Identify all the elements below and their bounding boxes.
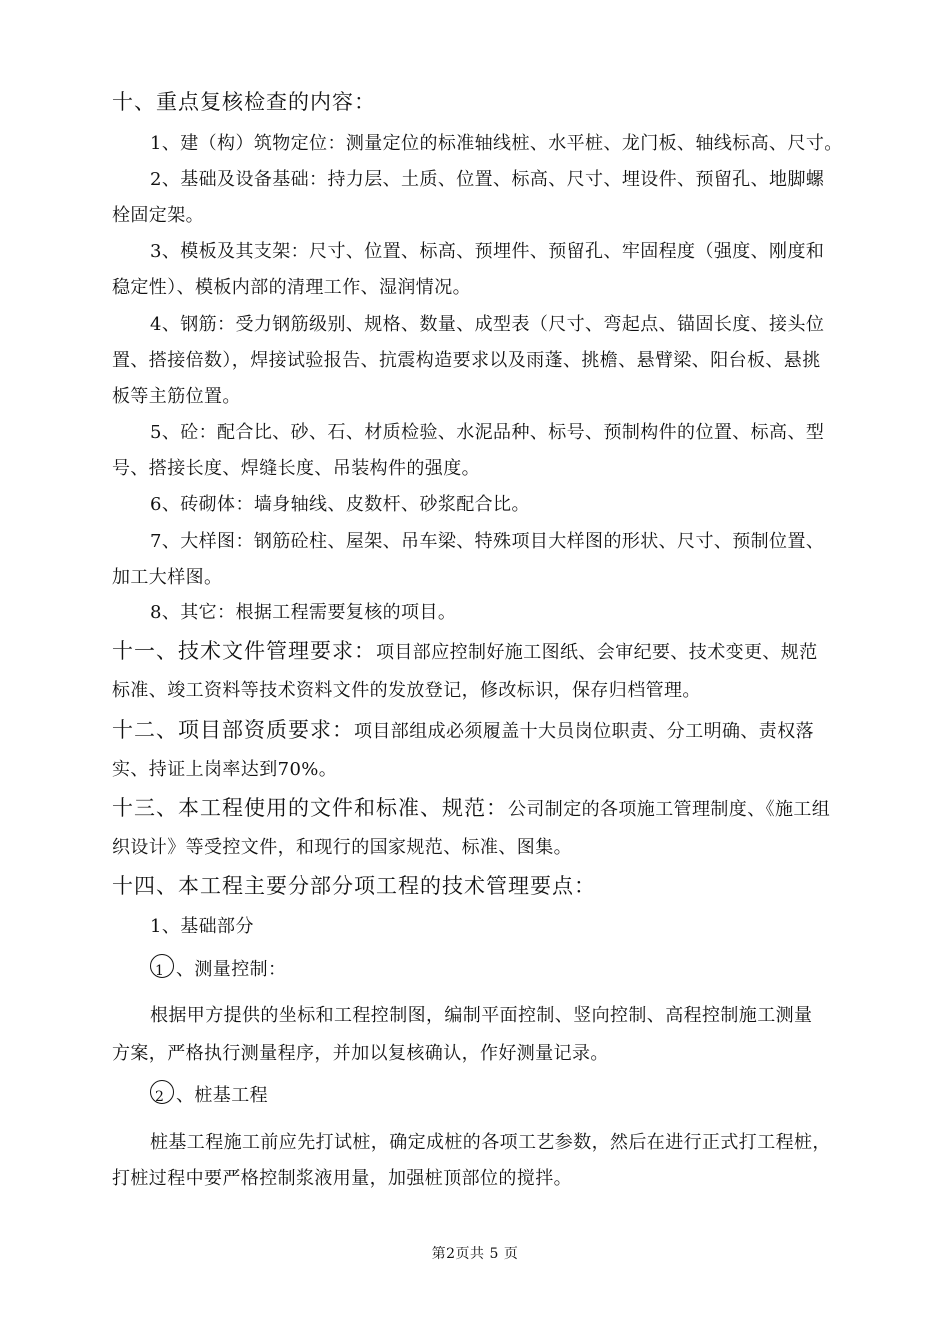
- paragraph-line: 栓固定架。: [112, 205, 204, 226]
- section-11-line: [112, 638, 848, 666]
- section-14-heading: 十四、本工程主要分部分项工程的技术管理要点：: [112, 874, 596, 898]
- paragraph-line: 8、其它：根据工程需要复核的项目。: [150, 602, 457, 623]
- paragraph-line: 加工大样图。: [112, 567, 223, 588]
- circled-number-icon: 2: [150, 1080, 174, 1104]
- subsection-title: 1、基础部分: [150, 916, 254, 937]
- page-footer: 第2页共 5 页: [431, 1246, 519, 1262]
- section-13-line: [112, 795, 848, 823]
- numbered-item-1: [150, 954, 848, 983]
- paragraph-line: 织设计》等受控文件，和现行的国家规范、标准、图集。: [112, 837, 572, 858]
- paragraph-line: 1、建（构）筑物定位：测量定位的标准轴线桩、水平桩、龙门板、轴线标高、尺寸。: [150, 133, 843, 154]
- paragraph-line: 方案，严格执行测量程序，并加以复核确认，作好测量记录。: [112, 1043, 609, 1064]
- paragraph-line: 置、搭接倍数），焊接试验报告、抗震构造要求以及雨蓬、挑檐、悬臂梁、阳台板、悬挑: [112, 350, 821, 371]
- section-13-text: 公司制定的各项施工管理制度、《施工组: [508, 799, 831, 820]
- section-11-heading: 十一、技术文件管理要求：: [112, 639, 376, 663]
- paragraph-line: 4、钢筋：受力钢筋级别、规格、数量、成型表（尺寸、弯起点、锚固长度、接头位: [150, 314, 825, 335]
- paragraph-line: 稳定性）、模板内部的清理工作、湿润情况。: [112, 277, 471, 298]
- paragraph-line: 板等主筋位置。: [112, 386, 241, 407]
- section-10-heading: 十、重点复核检查的内容：: [112, 90, 376, 114]
- numbered-item-2: [150, 1080, 848, 1109]
- paragraph-line: 7、大样图：钢筋砼柱、屋架、吊车梁、特殊项目大样图的形状、尺寸、预制位置、: [150, 531, 825, 552]
- paragraph-line: 2、基础及设备基础：持力层、土质、位置、标高、尺寸、埋设件、预留孔、地脚螺: [150, 169, 825, 190]
- paragraph-line: 5、砼：配合比、砂、石、材质检验、水泥品种、标号、预制构件的位置、标高、型: [150, 422, 825, 443]
- section-12-heading: 十二、项目部资质要求：: [112, 718, 354, 742]
- paragraph-line: 实、持证上岗率达到70%。: [112, 759, 338, 780]
- section-12-text: 项目部组成必须履盖十大员岗位职责、分工明确、责权落: [354, 721, 814, 742]
- paragraph-line: 打桩过程中要严格控制浆液用量，加强桩顶部位的搅拌。: [112, 1168, 572, 1189]
- paragraph-line: 3、模板及其支架：尺寸、位置、标高、预埋件、预留孔、牢固程度（强度、刚度和: [150, 241, 825, 262]
- circled-number-icon: 1: [150, 954, 174, 978]
- paragraph-line: 6、砖砌体：墙身轴线、皮数杆、砂浆配合比。: [150, 494, 530, 515]
- paragraph-line: 号、搭接长度、焊缝长度、吊装构件的强度。: [112, 458, 480, 479]
- paragraph-line: 标准、竣工资料等技术资料文件的发放登记，修改标识，保存归档管理。: [112, 680, 701, 701]
- item-label: 、测量控制：: [176, 959, 287, 980]
- paragraph-line: 桩基工程施工前应先打试桩，确定成桩的各项工艺参数，然后在进行正式打工程桩，: [150, 1132, 831, 1153]
- section-11-text: 项目部应控制好施工图纸、会审纪要、技术变更、规范: [376, 642, 818, 663]
- section-13-heading: 十三、本工程使用的文件和标准、规范：: [112, 796, 508, 820]
- item-label: 、桩基工程: [176, 1085, 268, 1106]
- section-12-line: [112, 717, 848, 745]
- paragraph-line: 根据甲方提供的坐标和工程控制图，编制平面控制、竖向控制、高程控制施工测量: [150, 1005, 813, 1026]
